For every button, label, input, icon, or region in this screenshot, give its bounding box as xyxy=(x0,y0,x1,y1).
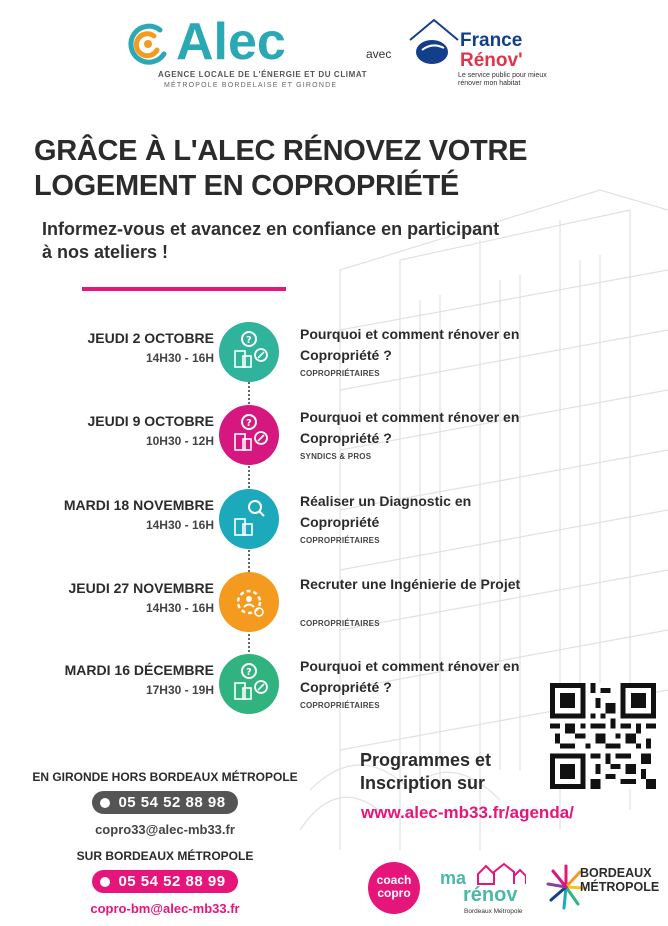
phone-pill[interactable] xyxy=(92,791,237,814)
contact-bordeaux xyxy=(0,849,330,916)
email-link[interactable]: copro-bm@alec-mb33.fr xyxy=(90,901,240,916)
contact-heading: EN GIRONDE HORS BORDEAUX MÉTROPOLE xyxy=(32,770,298,784)
event-title: Pourquoi et comment rénover en Copropriété ? xyxy=(300,658,520,695)
phone-number: 05 54 52 88 98 xyxy=(118,794,226,811)
france-renov-line2: Rénov' xyxy=(460,50,523,71)
divider-bar xyxy=(82,287,286,291)
france-renov-tagline: Le service public pour mieux rénover mon habitat xyxy=(458,72,547,87)
event-3 xyxy=(0,489,668,561)
event-title: Pourquoi et comment rénover en Copropriété ? xyxy=(300,409,520,446)
alec-region: MÉTROPOLE BORDELAISE ET GIRONDE xyxy=(164,82,338,89)
alec-swirl-icon xyxy=(124,20,172,68)
event-time: 14H30 - 16H xyxy=(145,518,214,532)
agenda-url-link[interactable]: www.alec-mb33.fr/agenda/ xyxy=(361,803,574,822)
event-audience: COPROPRIÉTAIRES xyxy=(300,369,380,378)
contact-gironde xyxy=(0,770,330,837)
event-1 xyxy=(0,322,668,394)
event-audience: SYNDICS & PROS xyxy=(300,452,372,461)
coach-copro-logo: coach copro xyxy=(368,862,420,914)
alec-subtitle: AGENCE LOCALE DE L'ÉNERGIE ET DU CLIMAT xyxy=(158,70,368,79)
ma-word: ma xyxy=(440,868,467,888)
ma-renov-subtitle: Bordeaux Métropole xyxy=(464,908,523,915)
event-date: MARDI 16 DÉCEMBRE xyxy=(64,662,214,678)
svg-text:?: ? xyxy=(246,335,252,346)
bordeaux-metropole-text: BORDEAUX MÉTROPOLE xyxy=(580,866,660,894)
event-date: JEUDI 2 OCTOBRE xyxy=(87,330,214,346)
email-link[interactable]: copro33@alec-mb33.fr xyxy=(95,822,235,837)
gear-person-icon xyxy=(219,572,279,632)
phone-pill[interactable] xyxy=(92,870,237,893)
alec-logo xyxy=(118,12,368,92)
magnifier-building-icon xyxy=(219,489,279,549)
question-building-icon xyxy=(219,405,279,465)
houses-icon xyxy=(476,862,526,886)
event-time: 10H30 - 12H xyxy=(145,434,214,448)
event-4 xyxy=(0,572,668,644)
event-audience: COPROPRIÉTAIRES xyxy=(300,536,380,545)
phone-number: 05 54 52 88 99 xyxy=(118,873,226,890)
question-building-icon xyxy=(219,322,279,382)
page-title: GRÂCE À L'ALEC RÉNOVEZ VOTRE LOGEMENT EN COPROPRIÉTÉ xyxy=(34,135,528,202)
event-title: Réaliser un Diagnostic en Copropriété xyxy=(300,493,472,530)
alec-wordmark: Alec xyxy=(176,13,286,71)
ma-renov-logo xyxy=(436,862,536,922)
event-title: Pourquoi et comment rénover en Copropriété ? xyxy=(300,326,520,363)
event-audience: COPROPRIÉTAIRES xyxy=(300,619,380,628)
event-date: MARDI 18 NOVEMBRE xyxy=(63,497,214,513)
event-time: 17H30 - 19H xyxy=(145,683,214,697)
svg-text:?: ? xyxy=(246,667,252,678)
phone-icon xyxy=(100,798,110,808)
event-title: Recruter une Ingénierie de Projet xyxy=(300,576,521,592)
event-2 xyxy=(0,405,668,477)
event-time: 14H30 - 16H xyxy=(145,351,214,365)
qr-code[interactable] xyxy=(550,683,656,789)
renov-word: rénov xyxy=(463,884,518,906)
event-time: 14H30 - 16H xyxy=(145,601,214,615)
house-marianne-icon xyxy=(404,16,460,72)
event-audience: COPROPRIÉTAIRES xyxy=(300,701,380,710)
contact-heading: SUR BORDEAUX MÉTROPOLE xyxy=(76,849,254,863)
question-building-icon xyxy=(219,654,279,714)
svg-text:?: ? xyxy=(246,418,252,429)
avec-label: avec xyxy=(366,47,392,61)
phone-icon xyxy=(100,877,110,887)
programs-heading: Programmes et Inscription sur xyxy=(360,750,492,793)
event-date: JEUDI 27 NOVEMBRE xyxy=(68,580,214,596)
event-date: JEUDI 9 OCTOBRE xyxy=(87,413,214,429)
france-renov-line1: France xyxy=(460,30,523,51)
france-renov-logo xyxy=(400,14,560,94)
page-subtitle: Informez-vous et avancez en confiance en participant à nos ateliers ! xyxy=(42,219,500,262)
